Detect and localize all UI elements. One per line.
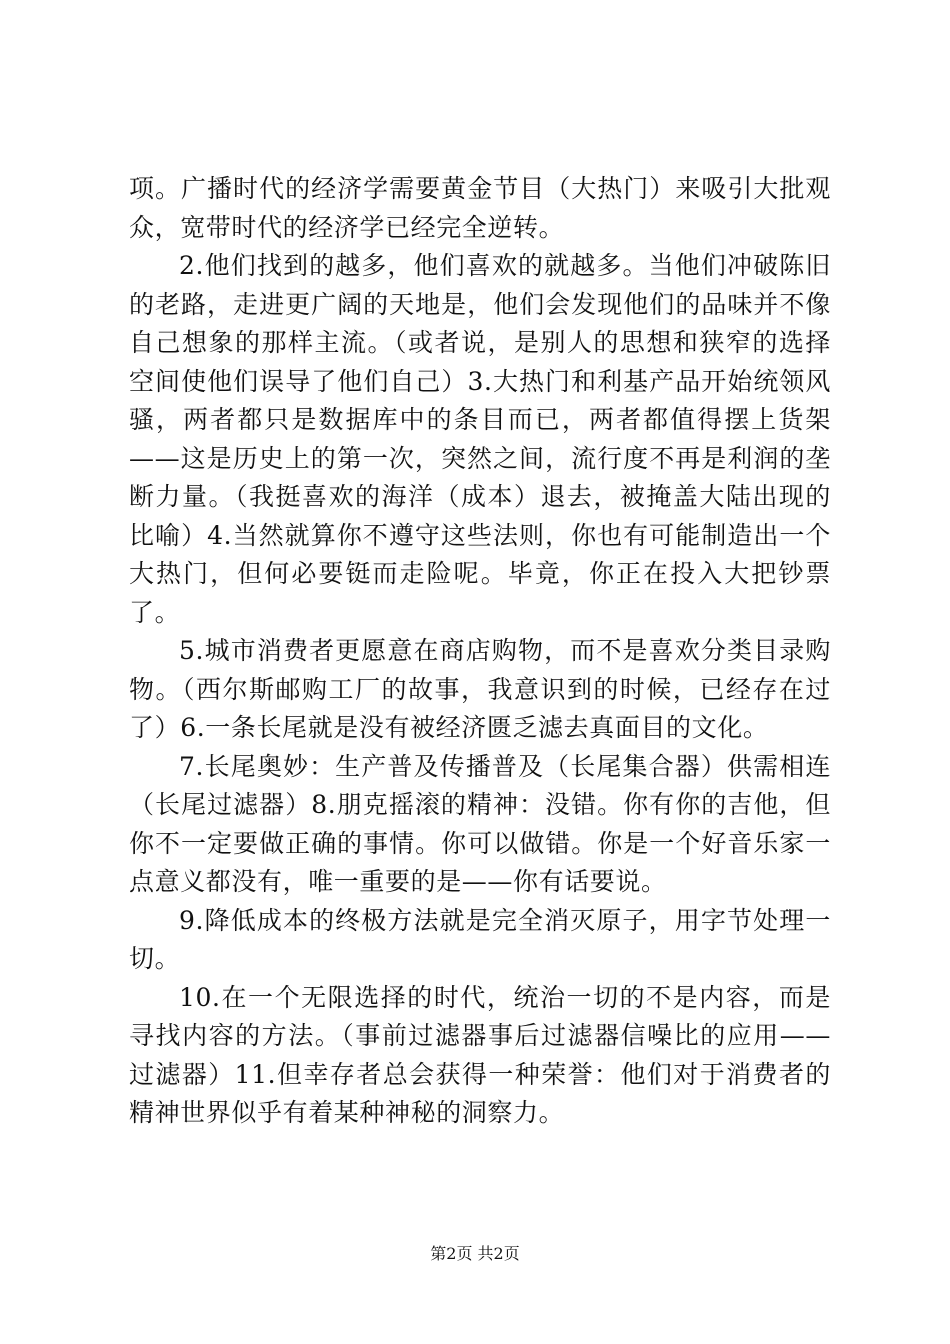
paragraph-item-2-4: 2.他们找到的越多，他们喜欢的就越多。当他们冲破陈旧的老路，走进更广阔的天地是，他们会发现他们的品味并不像自己想象的那样主流。（或者说，是别人的思想和狭窄的选择空间使他们误导了他们自己）3.大热门和利基产品开始统领风骚，两者都只是数据库中的条目而已，两者都值得摆上货架——这是历史上的第一次，突然之间，流行度不再是利润的垄断力量。（我挺喜欢的海洋（成本）退去，被掩盖大陆出现的比喻）4.当然就算你不遵守这些法则，你也有可能制造出一个大热门，但何必要铤而走险呢。毕竟，你正在投入大把钞票了。 [129,251,831,627]
paragraph-continuation: 项。广播时代的经济学需要黄金节目（大热门）来吸引大批观众，宽带时代的经济学已经完全逆转。 [129,174,831,242]
paragraph-item-10-11: 10.在一个无限选择的时代，统治一切的不是内容，而是寻找内容的方法。（事前过滤器事后过滤器信噪比的应用——过滤器）11.但幸存者总会获得一种荣誉：他们对于消费者的精神世界似乎有着某种神秘的洞察力。 [129,982,831,1127]
page-number-footer: 第2页 共2页 [430,1244,520,1263]
paragraph-item-7-8: 7.长尾奥妙：生产普及传播普及（长尾集合器）供需相连（长尾过滤器）8.朋克摇滚的精神：没错。你有你的吉他，但你不一定要做正确的事情。你可以做错。你是一个好音乐家一点意义都没有，唯一重要的是——你有话要说。 [129,751,831,896]
paragraph-item-5-6: 5.城市消费者更愿意在商店购物，而不是喜欢分类目录购物。（西尔斯邮购工厂的故事，我意识到的时候，已经存在过了）6.一条长尾就是没有被经济匮乏滤去真面目的文化。 [129,636,831,742]
paragraph-item-9: 9.降低成本的终极方法就是完全消灭原子，用字节处理一切。 [129,905,831,973]
document-body [129,170,831,1133]
